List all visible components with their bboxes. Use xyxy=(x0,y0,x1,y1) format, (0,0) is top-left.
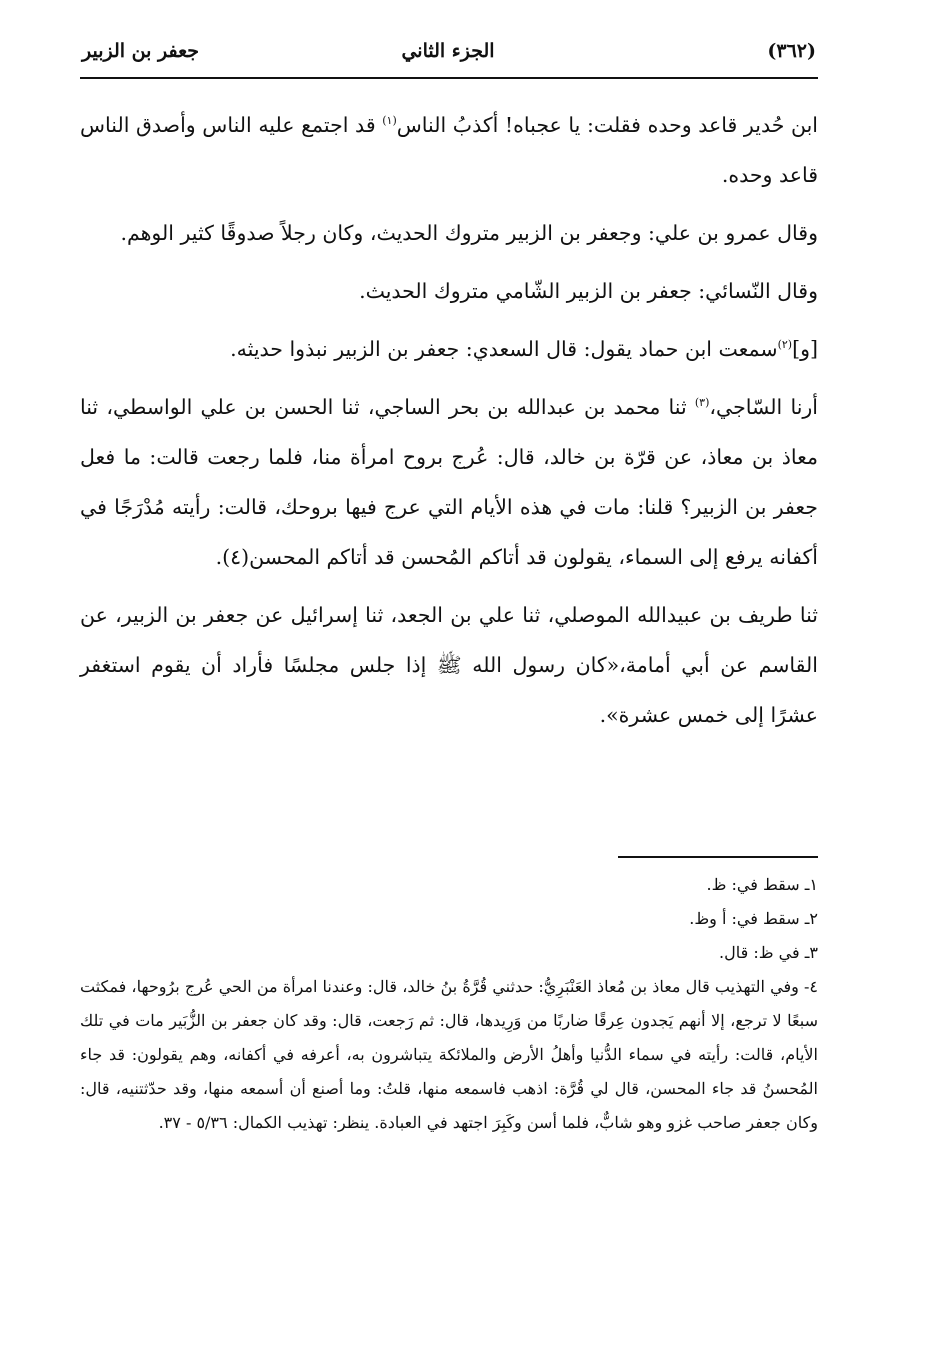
paragraph xyxy=(80,100,818,200)
footnotes xyxy=(80,868,818,1140)
running-header xyxy=(78,36,818,76)
paragraph-text: ثنا محمد بن عبدالله بن بحر الساجي، ثنا الحسن بن علي الواسطي، ثنا معاذ بن معاذ، عن قرّة بن خالد، قال: عُرج بروح امرأة منا، فلما رجعت قالت: ما فعل جعفر بن الزبير؟ قلنا: مات في هذه الأيام التي عرج فيها بروحك، قالت: رأيته مُدْرَجًا في أكفانه يرفع إلى السماء، يقولون قد أتاكم المُحسن قد أتاكم المحسن(٤). xyxy=(80,395,818,569)
paragraph-text: ابن حُدير قاعد وحده فقلت: يا عجباه! أكذبُ الناس xyxy=(396,113,818,137)
page-number: (٣٦٢) xyxy=(767,40,816,62)
part-title: الجزء الثاني xyxy=(401,40,495,62)
paragraph xyxy=(80,590,818,740)
paragraph xyxy=(80,324,818,374)
entry-title: جعفر بن الزبير xyxy=(82,40,200,62)
footnote-marker: (٢) xyxy=(777,338,793,352)
footnote: ٣ـ في ظ: قال. xyxy=(719,943,818,962)
main-text xyxy=(80,100,818,748)
paragraph xyxy=(80,208,818,258)
paragraph-text: سمعت ابن حماد يقول: قال السعدي: جعفر بن الزبير نبذوا حديثه. xyxy=(230,337,778,361)
footnote-marker: (٣) xyxy=(694,396,710,410)
paragraph-text: ثنا طريف بن عبيدالله الموصلي، ثنا علي بن الجعد، ثنا إسرائيل عن جعفر بن الزبير، عن القاسم عن أبي أمامة،«كان رسول الله ﷺ إذا جلس مجلسًا فأراد أن يقوم استغفر عشرًا إلى خمس عشرة». xyxy=(80,603,818,727)
paragraph-text: وقال عمرو بن علي: وجعفر بن الزبير متروك الحديث، وكان رجلاً صدوقًا كثير الوهم. xyxy=(120,221,818,245)
paragraph-text: [و] xyxy=(792,337,818,361)
paragraph xyxy=(80,266,818,316)
header-rule xyxy=(80,77,818,79)
footnote-marker: (١) xyxy=(382,114,397,128)
footnote: ١ـ سقط في: ظ. xyxy=(706,875,818,894)
paragraph-text: أرنا السّاجي، xyxy=(709,395,818,419)
paragraph-text: قد اجتمع عليه الناس وأصدق الناس قاعد وحده. xyxy=(80,113,818,187)
paragraph-text: وقال النّسائي: جعفر بن الزبير الشّامي متروك الحديث. xyxy=(359,279,818,303)
footnote: ٢ـ سقط في: أ وظ. xyxy=(689,909,818,928)
footnote: ٤- وفي التهذيب قال معاذ بن مُعاذ العَنْبَرِيُّ: حدثني قُرَّةُ بنُ خالد، قال: وعندنا امرأة من الحي عُرج برُوحها، فمكثت سبعًا لا ترجع، إلا أنهم يَجدون عِرقًا ضاربًا من وَرِيدها، قال: ثم رَجعت، قال: وقد كان جعفر بن الزُّبَير مات في تلك الأيام، قالت: رأيته في سماء الدُّنيا وأهلُ الأرض والملائكة يتباشرون به، أعرفه في أكفانه، وهم يقولون: قد جاء المُحسنُ قد جاء المحسن، قال لي قُرَّة: اذهب فاسمعه منها، قلتُ: وما أصنع أن أسمعه منها، وقد حدّثتنيه، قال: وكان جعفر صاحب غزو وهو شابٌّ، فلما أسن وكَبِرَ اجتهد في العبادة. ينظر: تهذيب الكمال: ٥/٣٦ - ٣٧. xyxy=(80,977,818,1132)
paragraph xyxy=(80,382,818,582)
footnote-separator xyxy=(618,856,818,858)
